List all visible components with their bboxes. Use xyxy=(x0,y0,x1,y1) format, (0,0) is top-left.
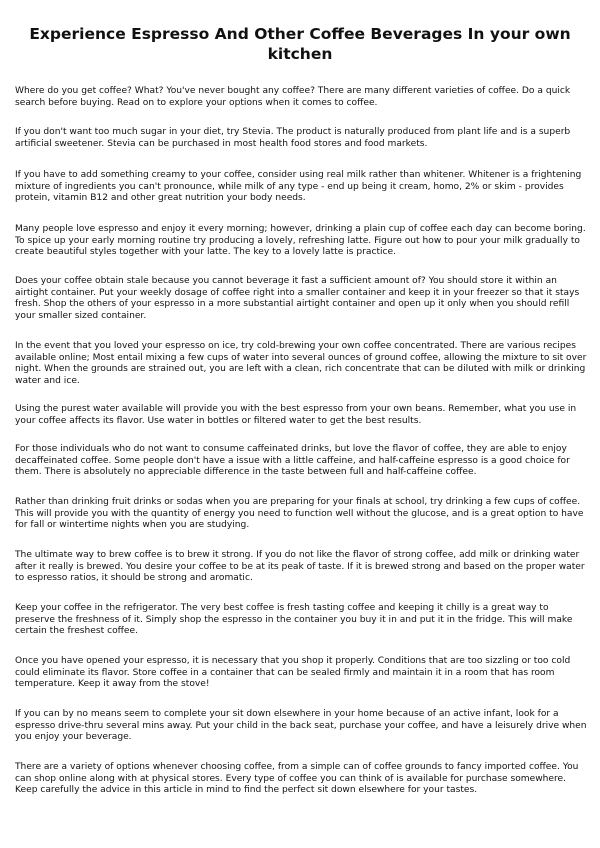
paragraph-8: For those individuals who do not want to consume caffeinated drinks, but love the flavor of coffee, they are able to enjoy decaffeinated coffee. Some people don't have a issue with a little caffeine, and half-caffeine espresso is a good choice for them. There is absolutely no appreciable difference in the taste between full and half-caffeine coffee. xyxy=(15,444,570,478)
paragraph-3: If you have to add something creamy to your coffee, consider using real milk rather than whitener. Whitener is a frightening mixture of ingredients you can't pronounce, while milk of any type - end up being it cream, homo, 2% or skim - provides protein, vitamin B12 and other great nutrition your body needs. xyxy=(15,170,582,204)
paragraph-13: If you can by no means seem to complete your sit down elsewhere in your home because of an active infant, look for a espresso drive-thru several mins away. Put your child in the back seat, purchase your coffee, and have a leisurely drive when you enjoy your beverage. xyxy=(15,709,587,743)
paragraph-6: In the event that you loved your espresso on ice, try cold-brewing your own coffee concentrated. There are various recipes available online; Most entail mixing a few cups of water into several ounces of ground coffee, allowing the mixture to sit over night. When the grounds are strained out, you are left with a clean, rich concentrate that can be diluted with milk or drinking water and ice. xyxy=(15,341,587,387)
paragraph-14: There are a variety of options whenever choosing coffee, from a simple can of coffee grounds to fancy imported coffee. You can shop online along with at physical stores. Every type of coffee you can think of is available for purchase somewhere. Keep carefully the advice in this article in mind to find the perfect sit down elsewhere for your tastes. xyxy=(15,762,579,796)
paragraph-10: The ultimate way to brew coffee is to brew it strong. If you do not like the flavor of strong coffee, add milk or drinking water after it really is brewed. You desire your coffee to be at its peak of taste. If it is brewed strong and based on the proper water to espresso ratios, it should be strong and aromatic. xyxy=(15,550,585,584)
paragraph-7: Using the purest water available will provide you with the best espresso from your own beans. Remember, what you use in your coffee affects its flavor. Use water in bottles or filtered water to get the best results. xyxy=(15,404,577,426)
paragraph-1: Where do you get coffee? What? You've never bought any coffee? There are many different varieties of coffee. Do a quick search before buying. Read on to explore your options when it comes to coffee. xyxy=(15,86,571,108)
paragraph-9: Rather than drinking fruit drinks or sodas when you are preparing for your finals at school, try drinking a few cups of coffee. This will provide you with the quantity of energy you need to function well without the glucose, and is a great option to have for fall or wintertime nights when you are studying. xyxy=(15,497,584,531)
paragraph-4: Many people love espresso and enjoy it every morning; however, drinking a plain cup of coffee each day can become boring. To spice up your early morning routine try producing a lovely, refreshing latte. Figure out how to pour your milk gradually to create beautiful styles together with your latte. The key to a lovely latte is practice. xyxy=(15,224,586,258)
page-title: Experience Espresso And Other Coffee Beverages In your own kitchen xyxy=(29,25,571,63)
paragraph-5: Does your coffee obtain stale because you cannot beverage it fast a sufficient amount of? You should store it within an airtight container. Put your weekly dosage of coffee right into a smaller container and keep it in your freezer so that it stays fresh. Shop the others of your espresso in a more substantial airtight container and open up it only when you should refill your smaller sized container. xyxy=(15,276,580,322)
paragraph-2: If you don't want too much sugar in your diet, try Stevia. The product is naturally produced from plant life and is a superb artificial sweetener. Stevia can be purchased in most health food stores and food markets. xyxy=(15,127,571,149)
paragraph-11: Keep your coffee in the refrigerator. The very best coffee is fresh tasting coffee and keeping it chilly is a great way to preserve the freshness of it. Simply shop the espresso in the container you buy it in and put it in the fridge. This will make certain the freshest coffee. xyxy=(15,603,573,637)
paragraph-12: Once you have opened your espresso, it is necessary that you shop it properly. Conditions that are too sizzling or too cold could eliminate its flavor. Store coffee in a container that can be sealed firmly and maintain it in a room that has room temperature. Keep it away from the stove! xyxy=(15,656,571,690)
